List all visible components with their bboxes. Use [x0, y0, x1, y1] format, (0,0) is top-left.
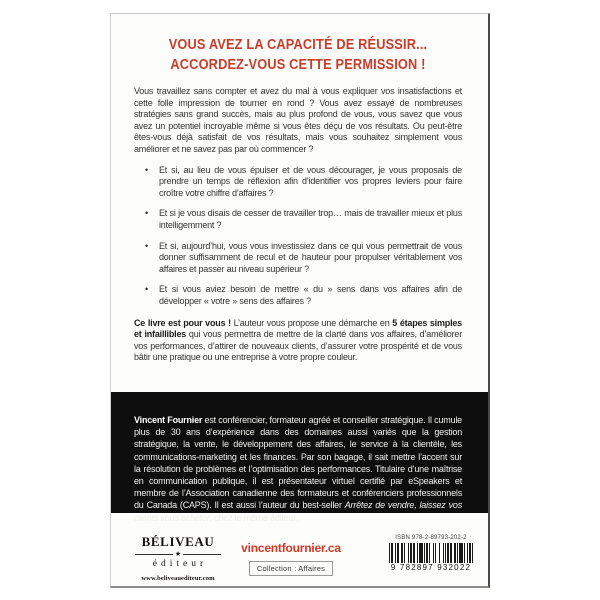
closing-text-2: qui vous permettra de mettre de la clarté dans vos affaires, d’améliorer vos performances, d’attirer de nouveaux clients, d’assurer votre prospérité et de vous bâtir une pratique ou une entreprise à votre propre couleur. [134, 329, 462, 363]
cover-content [111, 35, 488, 364]
intro-paragraph: Vous travaillez sans compter et avez du mal à vous expliquer vos insatisfactions et cette folle impression de tourner en rond ? Vous avez essayé de nombreuses stratégies sans grand succès, mais au plus profond de vous, vous savez que vous avez un potentiel incroyable même si vous êtes déçu de vos résultats. Ou peut-être êtes-vous déjà satisfait de vos résultats, mais vous souhaitez simplement vous améliorer et ne savez pas par où commencer ? [134, 86, 462, 154]
title-line-2: ACCORDEZ-VOUS CETTE PERMISSION ! [170, 57, 426, 73]
bullet-list [134, 165, 462, 308]
bullet-text: Et si vous aviez besoin de mettre « du » sens dans vos affaires afin de développer « votre » sens des affaires ? [159, 284, 462, 306]
closing-bold-steps: 5 étapes simples et infaillibles [134, 317, 462, 340]
closing-paragraph [134, 318, 462, 364]
bullet-dot-icon: • [145, 164, 149, 175]
bullet-text: Et si je vous disais de cesser de travailler trop… mais de travailler mieux et plus intelligemment ? [159, 208, 462, 230]
bio-text-1: est conférencier, formateur agréé et conseiller stratégique. Il cumule plus de 30 ans d’expérience dans des domaines aussi variés que la gestion stratégique, la vente, le développement des affaires, le service à la clientèle, les communications-marketing et les finances. Par son bagage, il sait mettre l’accent sur la résolution de problèmes et l’optimisation des performances. Titulaire d’une maîtrise en communication publique, il est présentateur virtuel certifié par eSpeakers et membre de l’Association canadienne des formateurs et conférenciers professionnels du Canada (CAPS). Il est aussi l’auteur du best-seller [134, 415, 462, 511]
divider-line-right [183, 554, 221, 555]
back-cover-title [154, 35, 443, 75]
bullet-item [134, 208, 462, 231]
bullet-item [134, 165, 462, 200]
bullet-dot-icon: • [145, 284, 149, 295]
bullet-text: Et si, au lieu de vous épuiser et de vous décourager, je vous proposais de prendre un temps de réflexion afin d’identifier vos propres leviers pour faire croître votre chiffre d’affaires ? [159, 164, 462, 198]
bullet-text: Et si, aujourd’hui, vous vous investissiez dans ce qui vous permettrait de vous donner suffisamment de recul et de hauteur pour propulser véritablement vos affaires et passer au niveau supérieur ? [159, 240, 462, 274]
author-bio-panel [111, 392, 488, 523]
title-line-1: VOUS AVEZ LA CAPACITÉ DE RÉUSSIR... [168, 37, 428, 53]
editeur-label: éditeur [152, 559, 208, 569]
isbn-digits: 9 782897 932022 [390, 563, 472, 572]
divider-line-left [135, 554, 173, 555]
beliveau-wordmark: BÉLIVEAU [141, 534, 215, 549]
author-website: vincentfournier.ca [241, 541, 341, 555]
collection-badge: Collection : Affaires [249, 561, 333, 576]
bullet-dot-icon: • [145, 208, 149, 219]
bio-book-title: Arrêtez de vendre, laissez vos clients vous acheter [134, 500, 462, 523]
isbn-barcode [382, 535, 480, 572]
bullet-dot-icon: • [145, 240, 149, 251]
bullet-item [134, 241, 462, 276]
closing-text-1: L’auteur vous propose une démarche en [230, 317, 393, 328]
collection-badge-wrap [223, 561, 359, 576]
isbn-label: ISBN 978-2-89793-202-2 [395, 535, 467, 541]
closing-bold-lead: Ce livre est pour vous ! [134, 317, 231, 328]
bio-text-2: , chez le même éditeur. [209, 512, 298, 523]
book-back-cover [110, 13, 490, 588]
barcode-bars-icon [382, 543, 480, 563]
author-name: Vincent Fournier [134, 415, 203, 425]
logo-star-divider [135, 551, 221, 558]
publisher-logo [135, 534, 221, 582]
author-bio [134, 414, 462, 524]
publisher-url: www.beliveauediteur.com [141, 575, 215, 582]
bullet-item [134, 284, 462, 307]
star-icon: ★ [174, 551, 182, 558]
